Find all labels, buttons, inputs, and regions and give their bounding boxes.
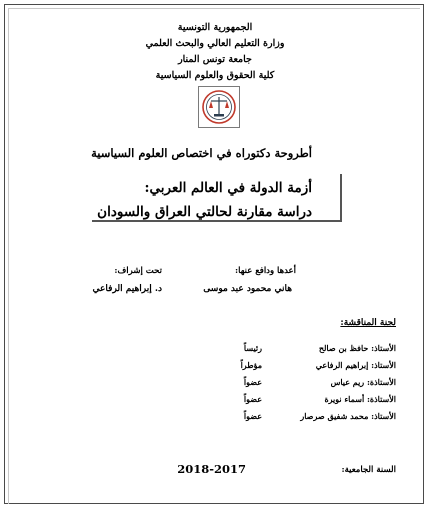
committee-title: لجنة المناقشة: [340, 318, 396, 328]
committee-member-name: الأستاذة: ريم عياس [330, 377, 396, 387]
thesis-type: أطروحة دكتوراه في اختصاص العلوم السياسية [91, 146, 312, 160]
committee-member-role: مؤطراً [240, 360, 262, 370]
committee-member-name: الأستاذ: محمد شفيق صرصار [300, 411, 396, 421]
author-name: هاني محمود عبد موسى [203, 284, 292, 294]
committee-member-role: عضواً [243, 411, 262, 421]
thesis-title-line2: دراسة مقارنة لحالتي العراق والسودان [97, 204, 312, 220]
committee-member-name: الأستاذ: إبراهيم الرفاعي [315, 360, 396, 370]
committee-member-role: عضواً [243, 377, 262, 387]
thesis-title-line1: أزمة الدولة في العالم العربي: [144, 180, 312, 196]
committee-member-name: الأستاذ: حافظ بن صالح [318, 343, 396, 353]
header-university: جامعة تونس المنار [178, 54, 252, 65]
academic-year-value: 2018-2017 [177, 462, 246, 476]
faculty-emblem-icon [198, 86, 240, 128]
header-faculty: كلية الحقوق والعلوم السياسية [155, 70, 275, 81]
page-border-inner [8, 8, 420, 504]
committee-member-role: عضواً [243, 394, 262, 404]
header-ministry: وزارة التعليم العالي والبحث العلمي [145, 38, 285, 49]
committee-member-role: رئيساً [243, 343, 262, 353]
committee-member-name: الأستاذة: أسماء نويرة [324, 394, 396, 404]
author-label: أعدها ودافع عنها: [234, 266, 296, 276]
header-country: الجمهورية التونسية [177, 22, 253, 33]
academic-year-label: السنة الجامعية: [341, 465, 396, 475]
supervisor-name: د. إبراهيم الرفاعي [92, 284, 162, 294]
supervisor-label: تحت إشراف: [114, 266, 162, 276]
